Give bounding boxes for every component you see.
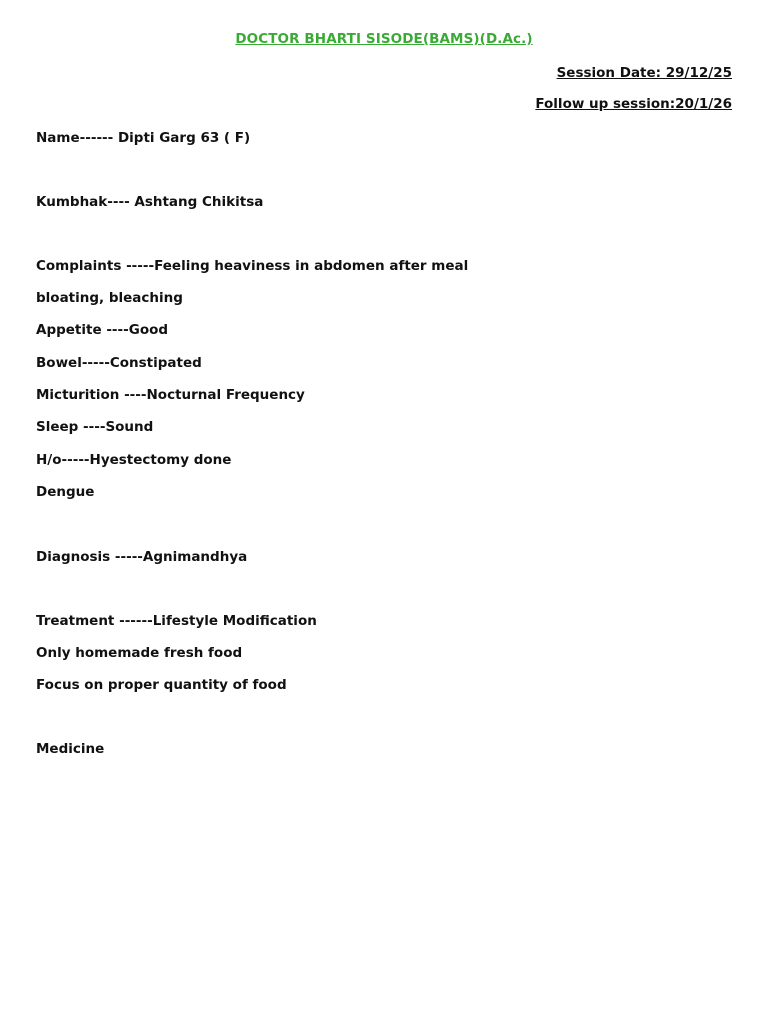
- doctor-title: DOCTOR BHARTI SISODE(BAMS)(D.Ac.): [235, 31, 533, 47]
- complaints-continued: bloating, bleaching: [36, 290, 183, 306]
- bowel-line: Bowel-----Constipated: [36, 355, 202, 371]
- sleep-line: Sleep ----Sound: [36, 419, 154, 435]
- micturition-line: Micturition ----Nocturnal Frequency: [36, 387, 305, 403]
- treatment-line: Treatment ------Lifestyle Modification: [36, 613, 317, 629]
- patient-name: Name------ Dipti Garg 63 ( F): [36, 130, 251, 146]
- diagnosis-line: Diagnosis -----Agnimandhya: [36, 549, 248, 565]
- treatment-item-1: Only homemade fresh food: [36, 645, 243, 661]
- treatment-item-2: Focus on proper quantity of food: [36, 677, 287, 693]
- history-line: H/o-----Hyestectomy done: [36, 452, 232, 468]
- session-date: Session Date: 29/12/25: [556, 65, 732, 81]
- follow-up-session: Follow up session:20/1/26: [535, 96, 732, 112]
- history-continued: Dengue: [36, 484, 95, 500]
- medicine-line: Medicine: [36, 741, 105, 757]
- kumbhak-line: Kumbhak---- Ashtang Chikitsa: [36, 194, 264, 210]
- appetite-line: Appetite ----Good: [36, 322, 169, 338]
- complaints-line: Complaints -----Feeling heaviness in abdomen after meal: [36, 258, 469, 274]
